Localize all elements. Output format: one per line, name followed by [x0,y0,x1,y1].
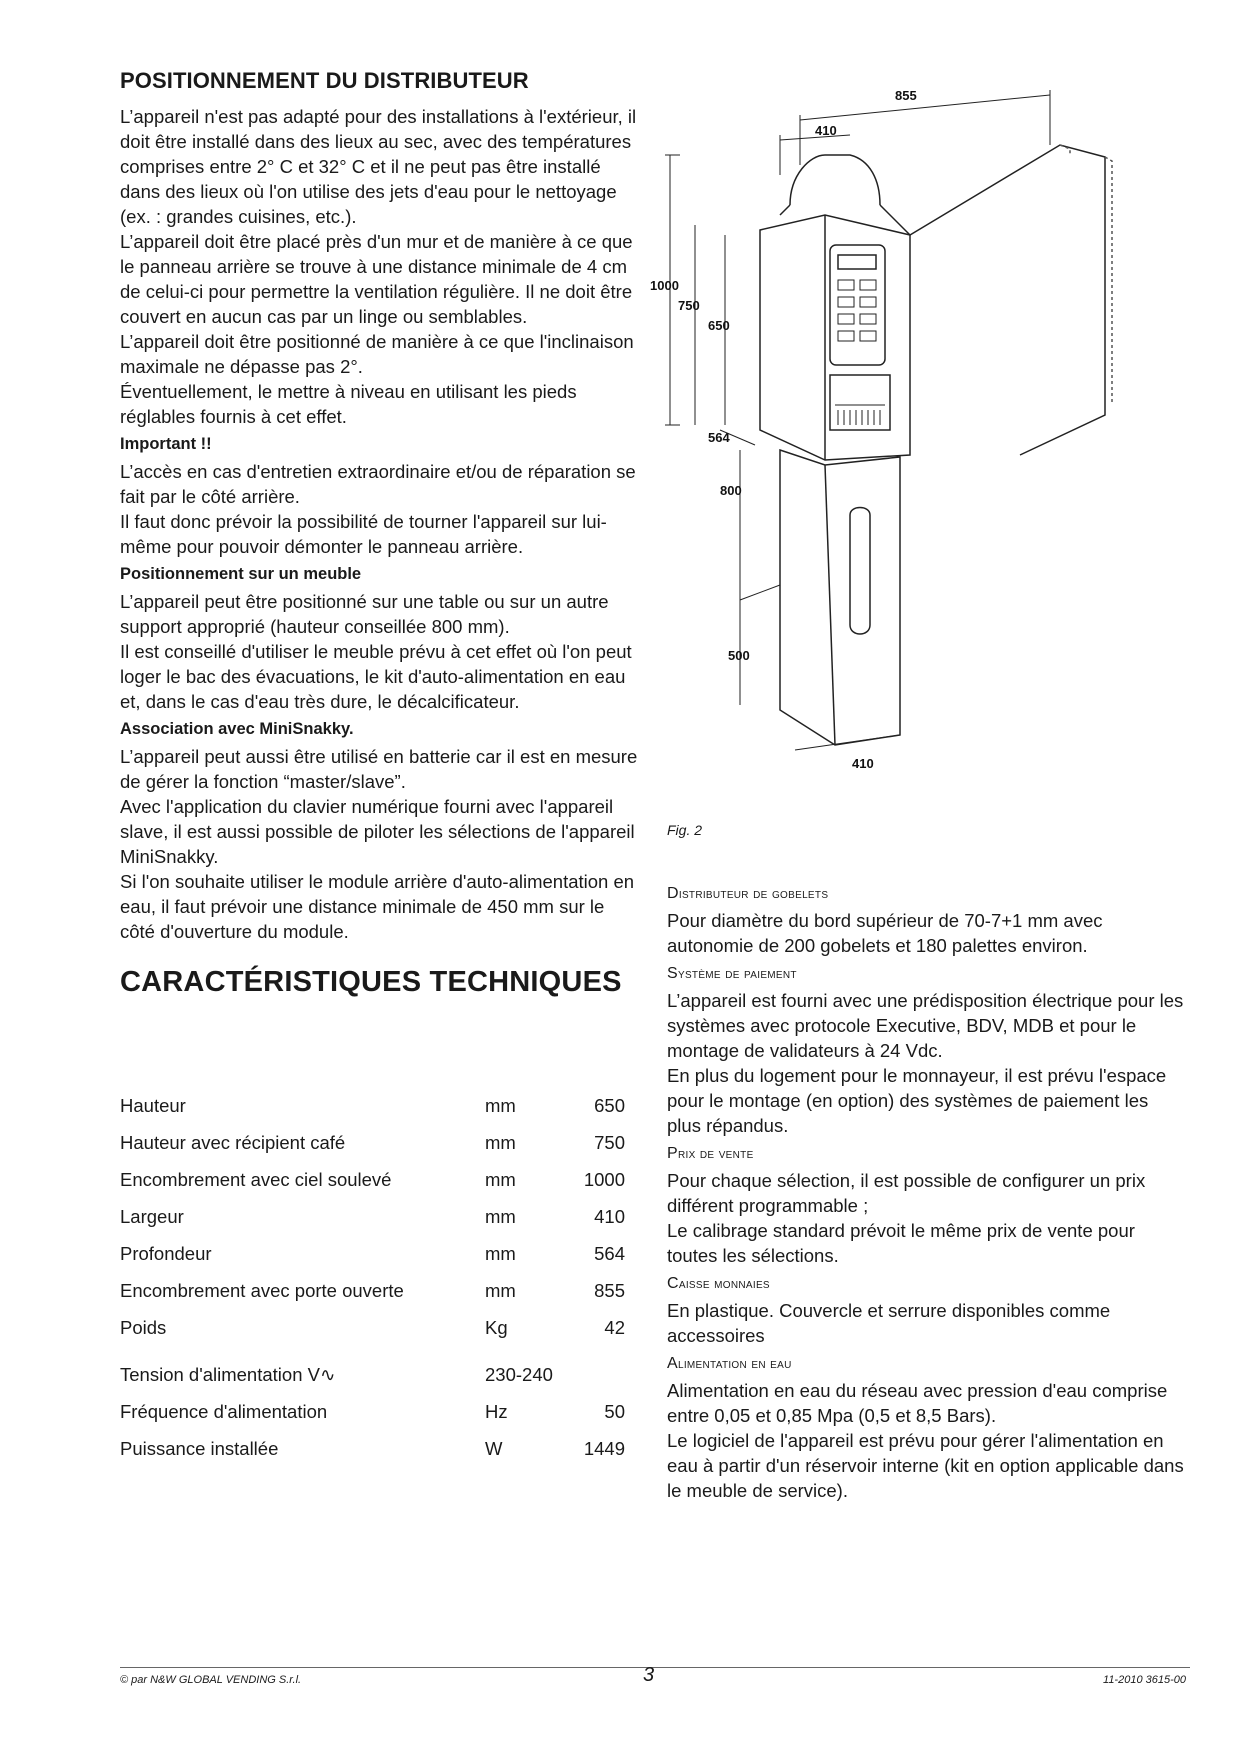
machine-dimension-figure [650,85,1160,775]
spec-label: Tension d'alimentation V∿ [120,1364,336,1385]
spec-label: Hauteur avec récipient café [120,1132,346,1153]
heading-gobelets: Distributeur de gobelets [667,885,829,902]
table-row [120,1095,625,1132]
left-column [120,68,640,999]
paragraph: L’appareil doit être positionné de manière à ce que l'inclinaison maximale ne dépasse pas 2°. [120,331,634,377]
section-title-caracteristiques: CARACTÉRISTIQUES TECHNIQUES [120,966,622,998]
dim-label: 1000 [650,278,679,293]
table-row [120,1169,625,1206]
figure-caption: Fig. 2 [667,822,703,838]
paragraph: Éventuellement, le mettre à niveau en utilisant les pieds réglables fournis à cet effet. [120,381,577,427]
spec-unit: mm [485,1243,516,1264]
table-row [120,1206,625,1243]
table-row [120,1317,625,1354]
spec-unit: mm [485,1132,516,1153]
spec-value: 42 [604,1317,625,1338]
footer-copyright: © par N&W GLOBAL VENDING S.r.l. [120,1674,302,1686]
dim-label: 410 [815,123,837,138]
footer-doc-code: 11-2010 3615-00 [1103,1674,1186,1686]
specs-table [120,1095,625,1475]
dim-label: 800 [720,483,742,498]
paragraph: L’appareil peut aussi être utilisé en batterie car il est en mesure de gérer la fonction “master/slave”. [120,746,638,792]
paragraph: Il faut donc prévoir la possibilité de tourner l'appareil sur lui-même pour pouvoir démonter le panneau arrière. [120,511,607,557]
dim-label: 650 [708,318,730,333]
page-number: 3 [643,1664,655,1686]
label-meuble: Positionnement sur un meuble [120,565,362,583]
paragraph: Il est conseillé d'utiliser le meuble prévu à cet effet où l'on peut loger le bac des évacuations, le kit d'auto-alimentation en eau et, dans le cas d'eau très dure, le décalcificateur. [120,641,632,712]
spec-unit: mm [485,1280,516,1301]
dim-label: 750 [678,298,700,313]
paragraph: Alimentation en eau du réseau avec pression d'eau comprise entre 0,05 et 0,85 Mpa (0,5 et 8,5 Bars). [667,1380,1168,1426]
table-row [120,1364,625,1401]
spec-unit: mm [485,1169,516,1190]
heading-prix: Prix de vente [667,1145,754,1162]
spec-value: 50 [604,1401,625,1422]
paragraph: L’appareil est fourni avec une prédisposition électrique pour les systèmes avec protocole Executive, BDV, MDB et pour le montage de validateurs à 24 Vdc. [667,990,1184,1061]
spec-value: 650 [594,1095,625,1116]
heading-caisse: Caisse monnaies [667,1275,770,1292]
dim-label: 564 [708,430,730,445]
table-row [120,1438,625,1475]
spec-label: Encombrement avec porte ouverte [120,1280,404,1301]
spec-value: 410 [594,1206,625,1227]
spec-label: Poids [120,1317,167,1338]
spec-unit: Hz [485,1401,508,1422]
paragraph: L’appareil n'est pas adapté pour des installations à l'extérieur, il doit être installé dans des lieux au sec, avec des températures comprises entre 2° C et 32° C et il ne peut pas être installé dans des lieux où l'on utilise des jets d'eau pour le nettoyage (ex. : grandes cuisines, etc.). [120,106,637,227]
paragraph: Le logiciel de l'appareil est prévu pour gérer l'alimentation en eau à partir d'un réservoir interne (kit en option applicable dans le meuble de service). [667,1430,1184,1501]
spec-label: Hauteur [120,1095,186,1116]
footer-divider [120,1667,1190,1668]
spec-label: Encombrement avec ciel soulevé [120,1169,392,1190]
heading-paiement: Système de paiement [667,965,797,982]
paragraph: Pour diamètre du bord supérieur de 70-7+1 mm avec autonomie de 200 gobelets et 180 palettes environ. [667,910,1103,956]
paragraph: Pour chaque sélection, il est possible de configurer un prix différent programmable ; [667,1170,1146,1216]
paragraph: Si l'on souhaite utiliser le module arrière d'auto-alimentation en eau, il faut prévoir une distance minimale de 450 mm sur le côté d'ouverture du module. [120,871,635,942]
spec-label: Fréquence d'alimentation [120,1401,328,1422]
right-column [667,878,1187,1503]
spec-unit: mm [485,1206,516,1227]
paragraph: Avec l'application du clavier numérique fourni avec l'appareil slave, il est aussi possible de piloter les sélections de l'appareil MiniSnakky. [120,796,635,867]
spec-unit: Kg [485,1317,508,1338]
spec-label: Largeur [120,1206,184,1227]
paragraph: En plastique. Couvercle et serrure disponibles comme accessoires [667,1300,1111,1346]
table-row [120,1132,625,1169]
spec-unit: W [485,1438,503,1459]
spec-value: 1449 [583,1438,625,1459]
spec-value: 1000 [583,1169,625,1190]
table-row [120,1280,625,1317]
spec-unit: 230-240 [485,1364,553,1385]
spec-label: Puissance installée [120,1438,279,1459]
spec-value: 855 [594,1280,625,1301]
paragraph: En plus du logement pour le monnayeur, il est prévu l'espace pour le montage (en option) des systèmes de paiement les plus répandus. [667,1065,1167,1136]
heading-alimentation: Alimentation en eau [667,1355,792,1372]
paragraph: L’appareil doit être placé près d'un mur et de manière à ce que le panneau arrière se trouve à une distance minimale de 4 cm de celui-ci pour permettre la ventilation régulière. Il ne doit être couvert en aucun cas par un linge ou semblables. [120,231,633,327]
dim-label: 410 [852,756,874,771]
label-important: Important !! [120,435,212,453]
table-row [120,1243,625,1280]
paragraph: L’accès en cas d'entretien extraordinaire et/ou de réparation se fait par le côté arrière. [120,461,636,507]
dim-label: 500 [728,648,750,663]
spec-unit: mm [485,1095,516,1116]
table-gap [120,1354,625,1364]
spec-value: 564 [594,1243,625,1264]
spec-value: 750 [594,1132,625,1153]
table-row [120,1401,625,1438]
spec-label: Profondeur [120,1243,212,1264]
section-title-positionnement: POSITIONNEMENT DU DISTRIBUTEUR [120,68,529,93]
paragraph: L’appareil peut être positionné sur une table ou sur un autre support approprié (hauteur conseillée 800 mm). [120,591,609,637]
label-association: Association avec MiniSnakky. [120,720,354,738]
dim-label: 855 [895,88,917,103]
paragraph: Le calibrage standard prévoit le même prix de vente pour toutes les sélections. [667,1220,1135,1266]
